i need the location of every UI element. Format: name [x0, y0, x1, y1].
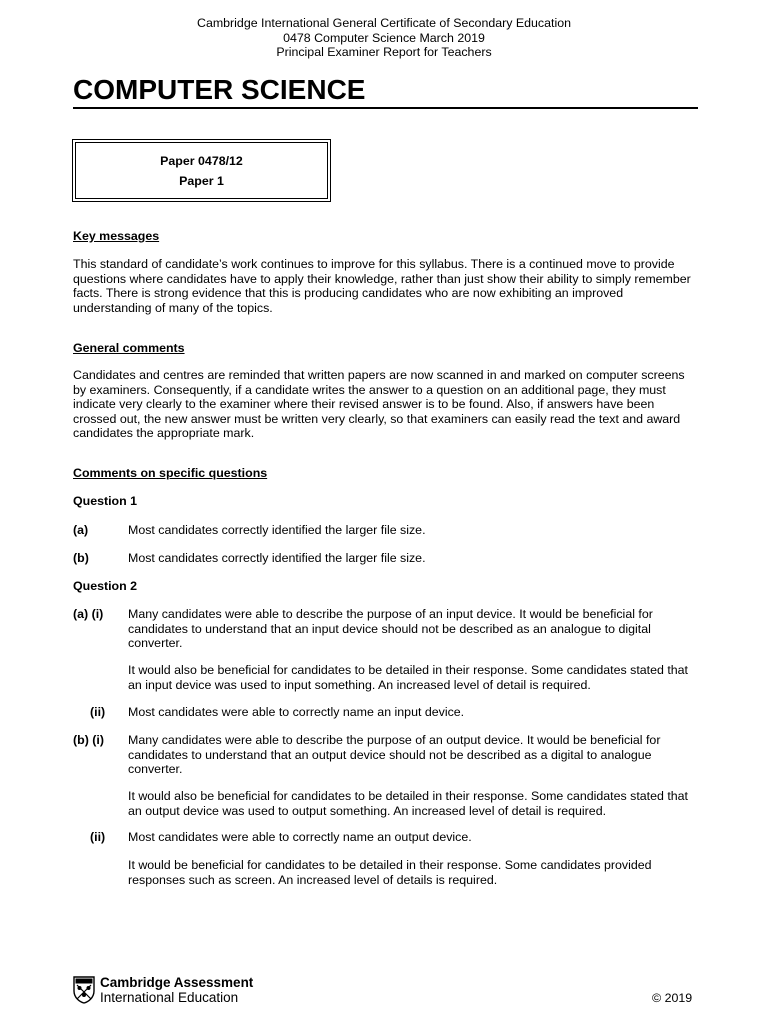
question-1a-text: Most candidates correctly identified the larger file size. — [128, 523, 426, 537]
paper-code: Paper 0478/12 — [160, 154, 243, 168]
paper-number: Paper 1 — [179, 174, 224, 188]
logo-text-line-2: International Education — [100, 990, 239, 1005]
key-messages-heading: Key messages — [73, 229, 160, 243]
question-2aii-label: (ii) — [90, 705, 106, 719]
paper-box-inner — [75, 142, 328, 199]
report-header — [0, 16, 768, 60]
question-2bi-label: (b) (i) — [73, 733, 104, 747]
question-2-title: Question 2 — [73, 579, 138, 593]
question-2bi-text-1: Many candidates were able to describe the purpose of an output device. It would be beneficial for candidates to understand that an output device should not be described as a digital to analogue converter. — [128, 733, 661, 777]
subject-title: COMPUTER SCIENCE — [73, 74, 366, 105]
question-2ai-text-2: It would also be beneficial for candidates to be detailed in their response. Some candidates stated that an input device was used to input something. An increased level of detail is required. — [128, 663, 688, 692]
header-line-report-type: Principal Examiner Report for Teachers — [276, 45, 492, 60]
question-2bi-text-2: It would also be beneficial for candidates to be detailed in their response. Some candidates stated that an output device was used to output something. An increased level of detail is required. — [128, 789, 688, 818]
header-line-syllabus: 0478 Computer Science March 2019 — [283, 30, 485, 45]
question-1b-text: Most candidates correctly identified the larger file size. — [128, 551, 426, 565]
title-divider — [73, 107, 698, 109]
header-line-qualification: Cambridge International General Certificate of Secondary Education — [197, 16, 571, 30]
specific-questions-heading: Comments on specific questions — [73, 466, 268, 480]
question-2bii-label: (ii) — [90, 830, 106, 844]
question-1-title: Question 1 — [73, 494, 138, 508]
question-1b-label: (b) — [73, 551, 89, 565]
question-1a-label: (a) — [73, 523, 89, 537]
question-2aii-text: Most candidates were able to correctly name an input device. — [128, 705, 465, 719]
question-2ai-label: (a) (i) — [73, 607, 104, 621]
cambridge-logo — [73, 975, 273, 1007]
question-2ai-text-1: Many candidates were able to describe the purpose of an input device. It would be beneficial for candidates to understand that an input device should not be described as an analogue to digital converter. — [128, 607, 653, 651]
logo-text-line-1: Cambridge Assessment — [100, 975, 254, 990]
paper-box — [72, 139, 331, 202]
general-comments-heading: General comments — [73, 341, 185, 355]
question-2bii-text-2: It would be beneficial for candidates to be detailed in their response. Some candidates provided responses such as screen. An increased level of details is required. — [128, 858, 652, 887]
copyright-notice: © 2019 — [652, 991, 693, 1005]
key-messages-text: This standard of candidate’s work continues to improve for this syllabus. There is a continued move to provide questions where candidates have to apply their knowledge, rather than just show their ability to simply remember facts. There is strong evidence that this is producing candidates who are now exhibiting an improved understanding of many of the topics. — [73, 257, 691, 315]
question-2bii-text-1: Most candidates were able to correctly name an output device. — [128, 830, 472, 844]
general-comments-text: Candidates and centres are reminded that written papers are now scanned in and marked on computer screens by examiners. Consequently, if a candidate writes the answer to a question on an additional page, they must indicate very clearly to the examiner where their revised answer is to be found. Also, if answers have been crossed out, the new answer must be written very clearly, so that examiners can easily read the text and award candidates the appropriate mark. — [73, 368, 685, 441]
shield-icon — [73, 976, 95, 1004]
